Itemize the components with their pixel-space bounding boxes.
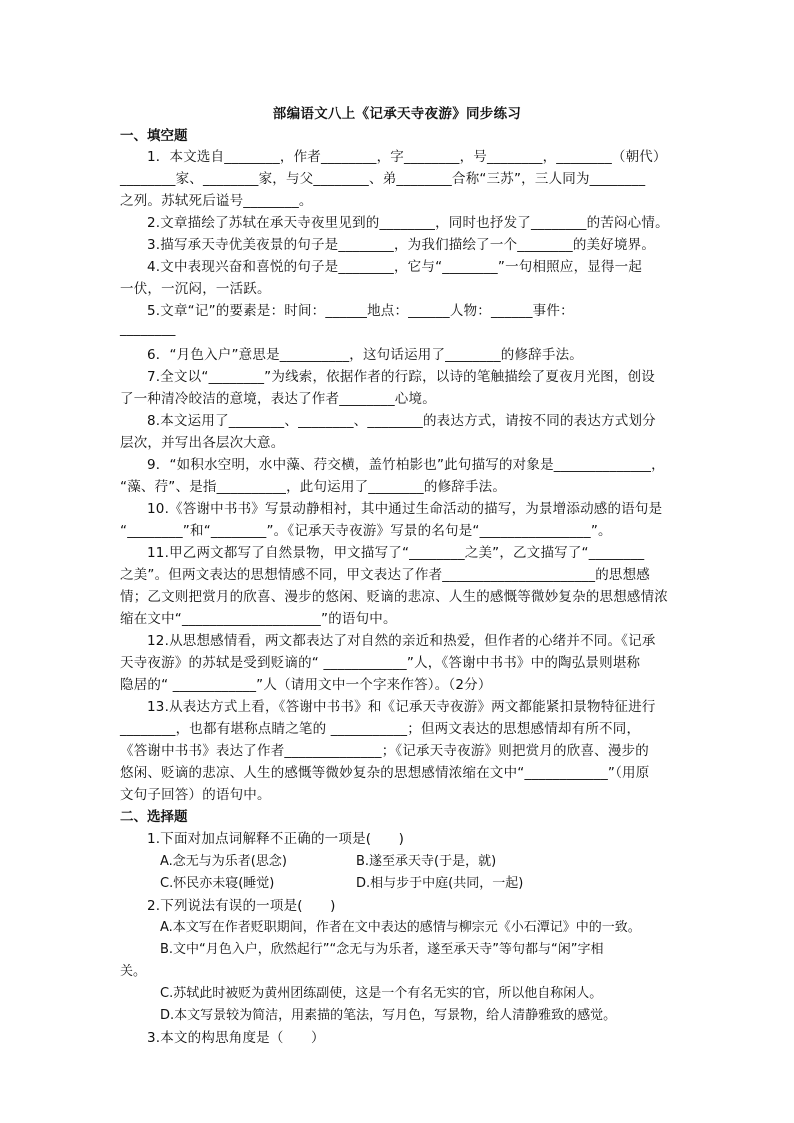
q11-line-2: 之美”。但两文表达的思想情感不同，甲文表达了作者______________________的思想感	[120, 567, 650, 583]
q2-line: 2.文章描绘了苏轼在承天寺夜里见到的________，同时也抒发了________的苦闷心情。	[147, 215, 669, 231]
q12-line-3: 隐居的“ ____________”人（请用文中一个字来作答）。（2分）	[120, 677, 492, 693]
q9-line-2: “藻、荇”、是指__________，此句运用了________的修辞手法。	[120, 479, 507, 495]
q13-line-2: ________，也都有堪称点睛之笔的 ___________；但两文表达的思想感情却有所不同，	[120, 721, 641, 737]
q10-line-2: “________”和“________”。《记承天寺夜游》写景的名句是“________________”。	[120, 523, 612, 539]
q13-line-5: 文句子回答）的语句中。	[120, 787, 271, 803]
mc-q1-option-b: B.遂至承天寺(于是，就)	[356, 854, 497, 869]
q4-line-1: 4.文中表现兴奋和喜悦的句子是________，它与“________”一句相照应，显得一起	[147, 259, 643, 275]
worksheet-title: 部编语文八上《记承天寺夜游》同步练习	[272, 106, 522, 122]
q5-line-1: 5.文章“记”的要素是：时间：______地点：______人物：______事件：	[147, 303, 574, 319]
q11-line-4: 缩在文中“____________________”的语句中。	[120, 611, 397, 627]
q9-line-1: 9．“如积水空明，水中藻、荇交横，盖竹柏影也”此句描写的对象是______________，	[147, 457, 665, 473]
mc-q1-option-c: C.怀民亦未寝(睡觉)	[160, 876, 275, 891]
section-heading-fill-blank: 一、填空题	[120, 128, 188, 144]
mc-q3-stem: 3.本文的构思角度是（ ）	[147, 1030, 325, 1046]
q7-line-1: 7.全文以“________”为线索，依据作者的行踪，以诗的笔触描绘了夏夜月光图，创设	[147, 369, 655, 385]
q8-line-2: 层次，并写出各层次大意。	[120, 435, 285, 451]
q11-line-3: 情；乙文则把赏月的欣喜、漫步的悠闲、贬谪的悲凉、人生的感慨等微妙复杂的思想感情浓	[120, 589, 668, 605]
q3-line: 3.描写承天寺优美夜景的句子是________，为我们描绘了一个________的美好境界。	[147, 237, 656, 253]
mc-q1-option-a: A.念无与为乐者(思念)	[160, 854, 287, 869]
q1-line-2: ________家、________家，与父________、弟________合称“三苏”，三人同为________	[120, 171, 646, 187]
q8-line-1: 8.本文运用了________、________、________的表达方式，请按不同的表达方式划分	[147, 413, 656, 429]
mc-q1-option-d: D.相与步于中庭(共同，一起)	[356, 876, 524, 891]
q12-line-1: 12.从思想感情看，两文都表达了对自然的亲近和热爱，但作者的心绪并不同。《记承	[147, 633, 656, 649]
mc-q2-option-b-line-1: B.文中“月色入户，欣然起行”“念无与为乐者，遂至承天寺”等句都与“闲”字相	[160, 942, 604, 957]
q6-line: 6．“月色入户”意思是__________，这句话运用了________的修辞手法。	[147, 347, 583, 363]
mc-q2-stem: 2.下列说法有误的一项是( )	[147, 898, 336, 914]
mc-q2-option-a: A.本文写在作者贬职期间，作者在文中表达的感情与柳宗元《小石潭记》中的一致。	[160, 920, 641, 935]
q12-line-2: 天寺夜游》的苏轼是受到贬谪的“ ____________”人，《答谢中书书》中的陶弘景则堪称	[120, 655, 641, 671]
section-heading-multiple-choice: 二、选择题	[120, 809, 188, 825]
q13-line-4: 悠闲、贬谪的悲凉、人生的感慨等微妙复杂的思想感情浓缩在文中“____________”（用原	[120, 765, 650, 781]
q13-line-3: 《答谢中书书》表达了作者______________；《记承天寺夜游》则把赏月的欣喜、漫步的	[120, 743, 649, 759]
mc-q2-option-b-line-2: 关。	[120, 964, 147, 979]
mc-q2-option-c: C.苏轼此时被贬为黄州团练副使，这是一个有名无实的官，所以他自称闲人。	[160, 986, 603, 1001]
q1-line-3: 之列。苏轼死后谥号________。	[120, 193, 313, 209]
q5-line-2: ________	[120, 321, 176, 337]
q13-line-1: 13.从表达方式上看，《答谢中书书》和《记承天寺夜游》两文都能紧扣景物特征进行	[147, 699, 656, 715]
q7-line-2: 了一种清冷皎洁的意境，表达了作者________心境。	[120, 391, 436, 407]
q4-line-2: 一伏，一沉闷，一活跃。	[120, 281, 271, 297]
mc-q2-option-d: D.本文写景较为简洁，用素描的笔法，写月色，写景物，给人清静雅致的感觉。	[160, 1008, 617, 1023]
q11-line-1: 11.甲乙两文都写了自然景物，甲文描写了“________之美”，乙文描写了“________	[147, 545, 645, 561]
q10-line-1: 10.《答谢中书书》写景动静相衬，其中通过生命活动的描写，为景增添动感的语句是	[147, 501, 663, 517]
q1-line-1: 1．本文选自________，作者________，字________，号________，________（朝代）	[147, 149, 667, 165]
mc-q1-stem: 1.下面对加点词解释不正确的一项是( )	[147, 831, 405, 847]
